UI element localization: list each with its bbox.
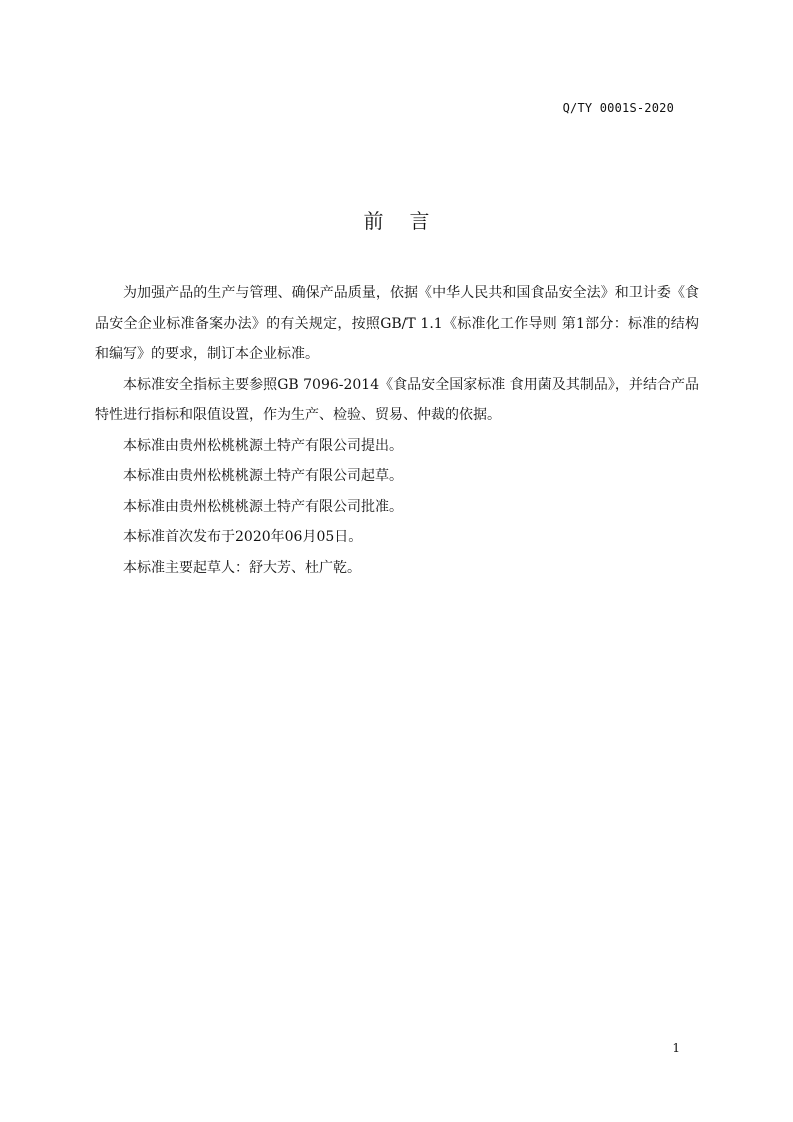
page-number: 1: [672, 1041, 680, 1055]
paragraph-drafters: 本标准主要起草人：舒大芳、杜广乾。: [123, 559, 361, 576]
paragraph-purpose: 为加强产品的生产与管理、确保产品质量，依据《中华人民共和国食品安全法》和卫计委《食品安全企业标准备案办法》的有关规定，按照GB/T 1.1《标准化工作导则 第1部分：标准的结构和编写》的要求，制订本企业标准。: [95, 285, 699, 362]
paragraph-reference-standard: 本标准安全指标主要参照GB 7096-2014《食品安全国家标准 食用菌及其制品》，并结合产品特性进行指标和限值设置，作为生产、检验、贸易、仲裁的依据。: [95, 376, 699, 423]
paragraph-drafted-by: 本标准由贵州松桃桃源土特产有限公司起草。: [123, 468, 403, 484]
page-title: 前言: [363, 209, 456, 233]
foreword-body: [95, 278, 699, 583]
paragraph-approved-by: 本标准由贵州松桃桃源土特产有限公司批准。: [123, 498, 403, 515]
paragraph-release-date: 本标准首次发布于2020年06月05日。: [123, 529, 363, 545]
paragraph-proposed-by: 本标准由贵州松桃桃源土特产有限公司提出。: [123, 437, 403, 454]
document-code: Q/TY 0001S-2020: [562, 101, 674, 115]
